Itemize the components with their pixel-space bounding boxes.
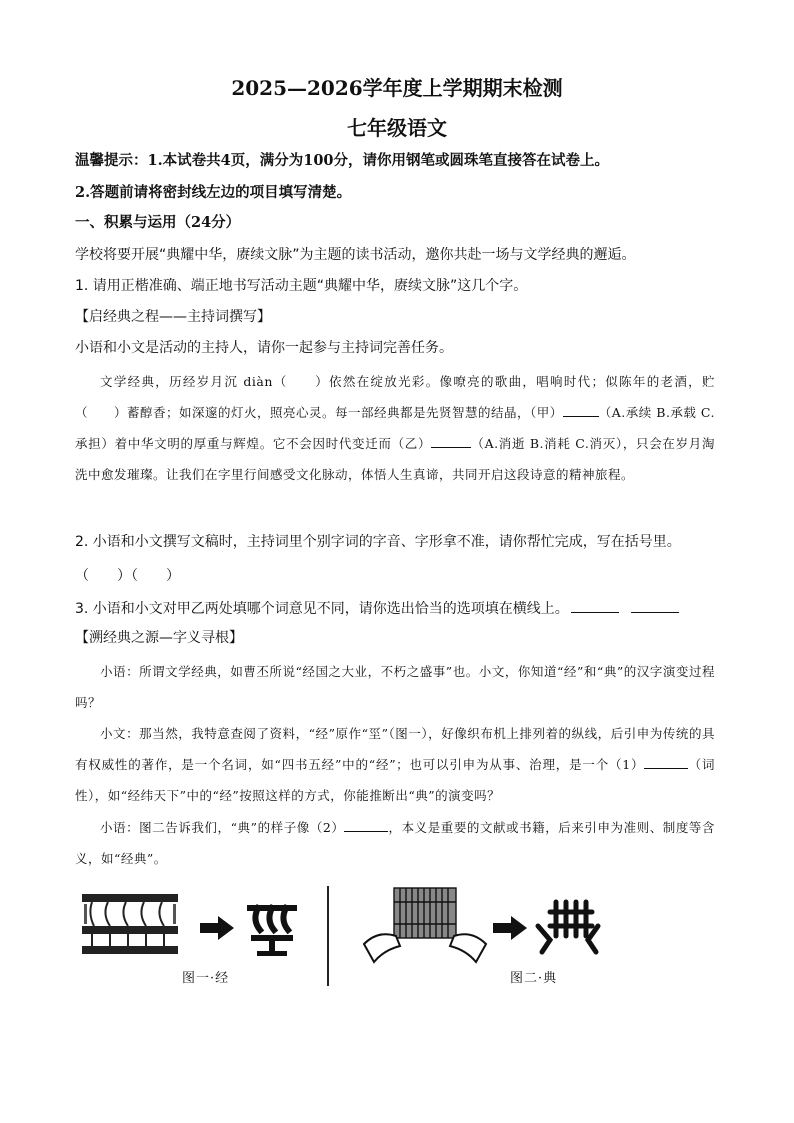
ancient-jing-glyph-icon (244, 900, 300, 956)
host-script-passage (75, 366, 715, 490)
answer-blank-jia[interactable] (571, 598, 619, 613)
blank-part-of-speech[interactable] (644, 754, 688, 769)
arrow-right-icon (200, 916, 234, 940)
passage-part-3: （A.消逝 B.消耗 C.消灭），只会在岁月淘洗中愈发璀璨。让我们在字里行间感受文化脉动，体悟人生真谛，共同开启这段诗意的精神旅程。 (75, 436, 715, 482)
dialog-xiaowen-part-2: （词性），如“经纬天下”中的“经”按照这样的方式，你能推断出“典”的演变吗？ (75, 757, 715, 803)
part1-intro: 小语和小文是活动的主持人，请你一起参与主持词完善任务。 (75, 340, 453, 356)
question-3-text: 3. 小语和小文对甲乙两处填哪个词意见不同，请你选出恰当的选项填在横线上。 (75, 601, 569, 617)
dialog-xiaoyu-1: 小语：所谓文学经典，如曹丕所说“经国之大业，不朽之盛事”也。小文，你知道“经”和“典”的汉字演变过程吗？ (75, 664, 715, 710)
figure-divider (327, 886, 329, 986)
notice-line-1: 温馨提示：1.本试卷共4页，满分为100分，请你用钢笔或圆珠笔直接答在试卷上。 (75, 152, 609, 169)
passage-part-2: （A.承续 B.承载 C.承担）着中华文明的厚重与辉煌。它不会因时代变迁而（乙） (75, 405, 715, 451)
figure-2-caption: 图二·典 (510, 971, 558, 986)
question-2-answer[interactable]: （ ）（ ） (75, 568, 180, 584)
ancient-dian-glyph-icon (532, 896, 604, 956)
section-heading: 一、积累与运用（24分） (75, 214, 241, 231)
dialog-xiaowen (75, 718, 715, 811)
dialog-xiaowen-part-1: 小文：那当然，我特意查阅了资料，“经”原作“坙”（图一），好像织布机上排列着的纵线，后引申为传统的具有权威性的著作，是一个名词，如“四书五经”中的“经”；也可以引申为从事、治理，是一个（1） (75, 726, 715, 772)
passage-part-1: 文学经典，历经岁月沉 diàn（ ）依然在绽放光彩。像嘹亮的歌曲，唱响时代；似陈年的老酒，贮（ ）蓄醇香；如深邃的灯火，照亮心灵。每一部经典都是先贤智慧的结晶，（甲） (75, 374, 715, 420)
notice-line-2: 2.答题前请将密封线左边的项目填写清楚。 (75, 184, 352, 201)
bamboo-book-icon (360, 884, 490, 968)
loom-icon (80, 890, 180, 958)
part2-title: 【溯经典之源—字义寻根】 (75, 630, 243, 646)
section-intro: 学校将要开展“典耀中华，赓续文脉”为主题的读书活动，邀你共赴一场与文学经典的邂逅。 (75, 247, 636, 263)
arrow-right-icon-2 (493, 916, 527, 940)
part1-title: 【启经典之程——主持词撰写】 (75, 309, 271, 325)
question-3 (75, 598, 725, 619)
exam-subtitle: 七年级语文 (347, 116, 447, 140)
answer-blank-yi[interactable] (631, 598, 679, 613)
dialog-xiaoyu-2-part-1: 小语：图二告诉我们，“典”的样子像（2） (100, 820, 345, 835)
blank-dian-shape[interactable] (344, 817, 388, 832)
question-1: 1. 请用正楷准确、端正地书写活动主题“典耀中华，赓续文脉”这几个字。 (75, 278, 528, 294)
exam-title: 2025—2026学年度上学期期末检测 (231, 76, 563, 100)
question-2: 2. 小语和小文撰写文稿时，主持词里个别字词的字音、字形拿不准，请你帮忙完成，写在括号里。 (75, 534, 681, 550)
figure-1-caption: 图一·经 (182, 971, 230, 986)
blank-yi[interactable] (431, 433, 471, 448)
dialog-xiaoyu-2 (75, 812, 715, 874)
dialog-xiaoyu-2-part-2: ，本义是重要的文献或书籍，后来引申为准则、制度等含义，如“经典”。 (75, 820, 715, 866)
blank-jia[interactable] (563, 402, 599, 417)
